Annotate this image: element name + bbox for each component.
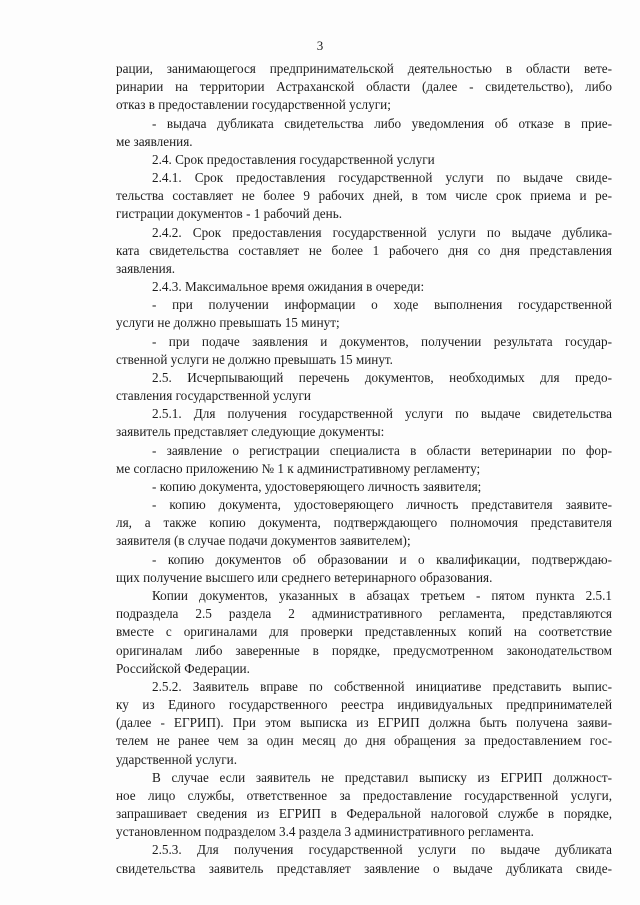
text-line: тельства составляет не более 9 рабочих дней, в том числе срок приема и ре- xyxy=(116,188,612,204)
text-line: заявления. xyxy=(116,260,176,276)
text-line: ное лицо службы, ответственное за предоставление государственной услуги, xyxy=(116,787,612,803)
text-line: Копии документов, указанных в абзацах третьем - пятом пункта 2.5.1 xyxy=(152,587,612,603)
text-line: 2.5. Исчерпывающий перечень документов, необходимых для предо- xyxy=(152,369,612,385)
text-line: 2.4.3. Максимальное время ожидания в очереди: xyxy=(152,279,425,295)
text-line: - выдача дубликата свидетельства либо уведомления об отказе в прие- xyxy=(152,115,612,131)
text-line: телем не ранее чем за один месяц до дня обращения за предоставлением гос- xyxy=(116,733,612,749)
text-line: 2.4.2. Срок предоставления государственной услуги по выдаче дублика- xyxy=(152,224,612,240)
text-line: щих получение высшего или среднего ветеринарного образования. xyxy=(116,569,493,585)
text-line: ку из Единого государственного реестра индивидуальных предпринимателей xyxy=(116,697,612,713)
text-line: заявитель представляет следующие документы: xyxy=(116,424,385,440)
text-line: ме согласно приложению № 1 к административному регламенту; xyxy=(116,460,481,476)
text-line: Российской Федерации. xyxy=(116,660,250,676)
text-line: заявителя (в случае подачи документов заявителем); xyxy=(116,533,411,549)
page-number: 3 xyxy=(316,38,324,53)
text-line: 2.5.3. Для получения государственной услуги по выдаче дубликата xyxy=(152,842,612,858)
text-line: - копию документа, удостоверяющего личность заявителя; xyxy=(152,478,482,494)
text-line: 2.5.1. Для получения государственной услуги по выдаче свидетельства xyxy=(152,406,612,422)
text-line: услуги не должно превышать 15 минут; xyxy=(116,315,340,331)
text-line: - при получении информации о ходе выполнения государственной xyxy=(152,297,612,313)
text-line: гистрации документов - 1 рабочий день. xyxy=(116,206,343,222)
text-line: вместе с оригиналами для проверки представленных копий на соответствие xyxy=(116,624,612,640)
text-line: ката свидетельства составляет не более 1 рабочего дня со дня представления xyxy=(116,242,612,258)
text-line: ля, а также копию документа, подтверждающего полномочия представителя xyxy=(116,515,612,531)
text-line: 2.4. Срок предоставления государственной услуги xyxy=(152,151,435,167)
text-line: ударственной услуги. xyxy=(116,751,237,767)
text-line: оригиналам либо заверенные в порядке, предусмотренном законодательством xyxy=(116,642,612,658)
text-line: 2.4.1. Срок предоставления государственной услуги по выдаче свиде- xyxy=(152,170,612,186)
text-line: - при подаче заявления и документов, получении результата государ- xyxy=(152,333,612,349)
text-line: установленном подразделом 3.4 раздела 3 административного регламента. xyxy=(116,824,534,840)
text-line: рации, занимающегося предпринимательской деятельностью в области вете- xyxy=(116,61,612,76)
text-line: отказ в предоставлении государственной услуги; xyxy=(116,97,391,113)
text-line: ставления государственной услуги xyxy=(116,388,311,404)
text-line: подраздела 2.5 раздела 2 административного регламента, представляются xyxy=(116,606,612,622)
text-line: - копию документов об образовании и о квалификации, подтверждаю- xyxy=(152,551,612,567)
text-line: ме заявления. xyxy=(116,133,193,149)
text-line: ственной услуги не должно превышать 15 минут. xyxy=(116,351,393,367)
text-line: - заявление о регистрации специалиста в области ветеринарии по фор- xyxy=(152,442,612,458)
text-line: ринарии на территории Астраханской области (далее - свидетельство), либо xyxy=(116,79,612,95)
text-line: - копию документа, удостоверяющего личность представителя заявите- xyxy=(152,497,612,513)
text-line: 2.5.2. Заявитель вправе по собственной инициативе представить выпис- xyxy=(152,678,612,694)
text-line: В случае если заявитель не представил выписку из ЕГРИП должност- xyxy=(152,769,612,785)
text-line: свидетельства заявитель представляет заявление о выдаче дубликата свиде- xyxy=(116,860,612,876)
text-line: (далее - ЕГРИП). При этом выписка из ЕГРИП должна быть получена заяви- xyxy=(116,715,612,731)
document-body xyxy=(116,60,612,878)
text-line: запрашивает сведения из ЕГРИП в Федеральной налоговой службе в порядке, xyxy=(116,806,612,822)
